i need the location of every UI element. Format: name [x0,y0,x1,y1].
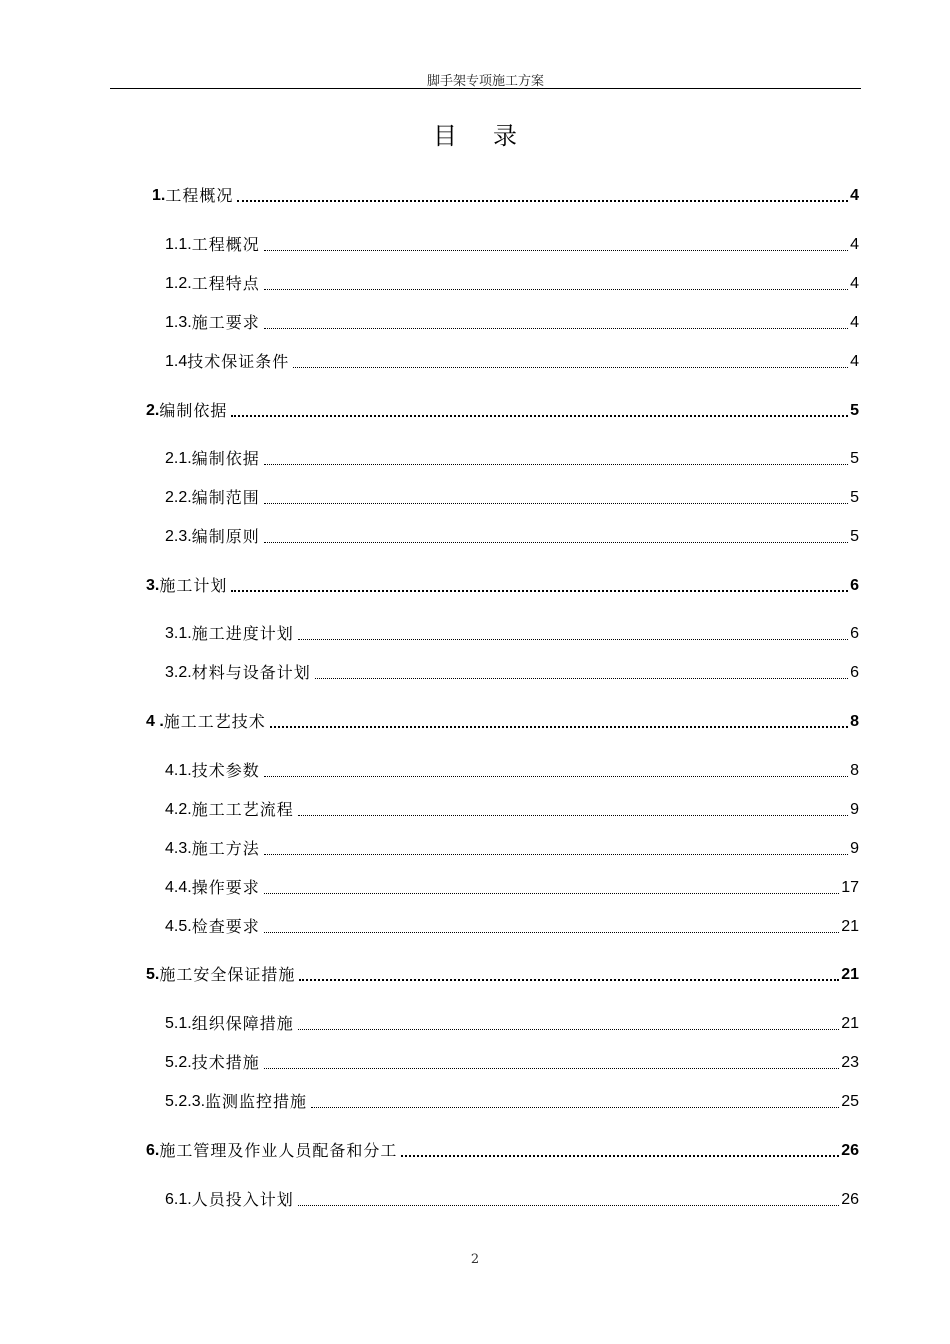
toc-page: 21 [841,1015,859,1032]
toc-label: 工程概况 [165,186,234,205]
toc-entry-1-3[interactable] [165,309,859,333]
toc-number: 5.2. [165,1054,192,1071]
toc-number: 5.1. [165,1015,192,1032]
toc-label: 施工进度计划 [191,624,294,643]
toc-leader [298,815,848,816]
toc-label: 技术保证条件 [187,352,290,371]
toc-number: 1.1. [165,236,192,253]
toc-label: 检查要求 [191,917,260,936]
toc-number: 4.5. [165,918,192,935]
toc-label: 施工工艺技术 [163,712,266,731]
toc-page: 4 [850,236,859,253]
toc-number: 1.3. [165,314,192,331]
toc-entry-5-2-3[interactable] [165,1088,859,1112]
toc-label: 工程概况 [191,235,260,254]
toc-number: 1. [152,187,166,204]
toc-entry-5-1[interactable] [165,1010,859,1034]
toc-number: 5. [146,966,160,983]
toc-page: 17 [841,879,859,896]
toc-label: 技术措施 [191,1053,260,1072]
toc-entry-3-1[interactable] [165,620,859,644]
toc-page: 8 [850,713,859,730]
toc-leader [264,932,840,933]
toc-title: 目录 [433,122,553,150]
toc-entry-2-1[interactable] [165,445,859,469]
toc-label: 施工工艺流程 [191,800,294,819]
toc-number: 6.1. [165,1191,192,1208]
toc-label: 施工安全保证措施 [159,965,296,984]
toc-entry-1-1[interactable] [165,231,859,255]
toc-page: 4 [850,353,859,370]
toc-label: 编制依据 [191,449,260,468]
toc-entry-1-4[interactable] [165,348,859,372]
toc-label: 工程特点 [191,274,260,293]
toc-leader [264,893,840,894]
toc-number: 2.1. [165,450,192,467]
toc-label: 施工要求 [191,313,260,332]
toc-page: 26 [841,1191,859,1208]
toc-leader [270,726,848,728]
toc-number: 4.1. [165,762,192,779]
toc-number: 3. [146,577,160,594]
toc-leader [231,590,848,592]
toc-leader [231,415,848,417]
toc-leader [311,1107,839,1108]
toc-page: 9 [850,801,859,818]
toc-entry-5-2[interactable] [165,1049,859,1073]
toc-page: 21 [841,918,859,935]
toc-leader [298,1029,840,1030]
toc-page: 4 [850,187,859,204]
toc-number: 3.1. [165,625,192,642]
toc-number: 1.4 [165,353,188,370]
toc-entry-4-4[interactable] [165,874,859,898]
toc-label: 施工方法 [191,839,260,858]
toc-number: 4.3. [165,840,192,857]
toc-leader [264,776,848,777]
toc-number: 2.2. [165,489,192,506]
toc-page: 6 [850,664,859,681]
toc-entry-4-1[interactable] [165,757,859,781]
toc-label: 编制原则 [191,527,260,546]
toc-number: 2. [146,402,160,419]
toc-leader [264,854,848,855]
toc-leader [298,1205,840,1206]
toc-entry-1-2[interactable] [165,270,859,294]
toc-entry-6-1[interactable] [165,1186,859,1210]
toc-entry-4[interactable] [146,708,859,732]
toc-label: 施工管理及作业人员配备和分工 [159,1141,398,1160]
toc-leader [264,542,848,543]
toc-entry-6[interactable] [146,1137,859,1161]
toc-leader [315,678,848,679]
toc-page: 23 [841,1054,859,1071]
toc-page: 5 [850,528,859,545]
toc-number: 4.2. [165,801,192,818]
toc-entry-2-2[interactable] [165,484,859,508]
toc-number: 1.2. [165,275,192,292]
toc-number: 2.3. [165,528,192,545]
toc-number: 4.4. [165,879,192,896]
toc-number: 3.2. [165,664,192,681]
toc-leader [264,503,848,504]
toc-entry-1[interactable] [152,182,859,206]
toc-entry-2-3[interactable] [165,523,859,547]
toc-label: 编制范围 [191,488,260,507]
toc-leader [264,289,848,290]
toc-page: 6 [850,625,859,642]
toc-page: 8 [850,762,859,779]
toc-leader [293,367,848,368]
toc-page: 21 [841,966,859,983]
toc-number: 4 . [146,713,164,730]
toc-label: 人员投入计划 [191,1190,294,1209]
toc-number: 5.2.3. [165,1093,206,1110]
toc-page: 6 [850,577,859,594]
toc-entry-3-2[interactable] [165,659,859,683]
toc-label: 组织保障措施 [191,1014,294,1033]
toc-entry-2[interactable] [146,397,859,421]
toc-page: 25 [841,1093,859,1110]
toc-page: 5 [850,450,859,467]
toc-leader [237,200,848,202]
toc-page: 5 [850,402,859,419]
toc-leader [299,979,839,981]
toc-leader [264,1068,840,1069]
toc-entry-4-2[interactable] [165,796,859,820]
toc-leader [401,1155,839,1157]
toc-entry-5[interactable] [146,961,859,985]
toc-page: 4 [850,314,859,331]
running-header: 脚手架专项施工方案 [426,74,544,89]
toc-page: 4 [850,275,859,292]
toc-leader [264,328,848,329]
toc-label: 操作要求 [191,878,260,897]
toc-leader [298,639,848,640]
toc-label: 技术参数 [191,761,260,780]
toc-label: 监测监控措施 [205,1092,308,1111]
toc-label: 施工计划 [159,576,228,595]
toc-page: 26 [841,1142,859,1159]
toc-leader [264,250,848,251]
toc-page: 9 [850,840,859,857]
toc-page: 5 [850,489,859,506]
toc-label: 材料与设备计划 [191,663,311,682]
toc-label: 编制依据 [159,401,228,420]
toc-leader [264,464,848,465]
toc-number: 6. [146,1142,160,1159]
toc-entry-4-3[interactable] [165,835,859,859]
toc-entry-3[interactable] [146,572,859,596]
toc-entry-4-5[interactable] [165,913,859,937]
page-number: 2 [470,1252,480,1267]
